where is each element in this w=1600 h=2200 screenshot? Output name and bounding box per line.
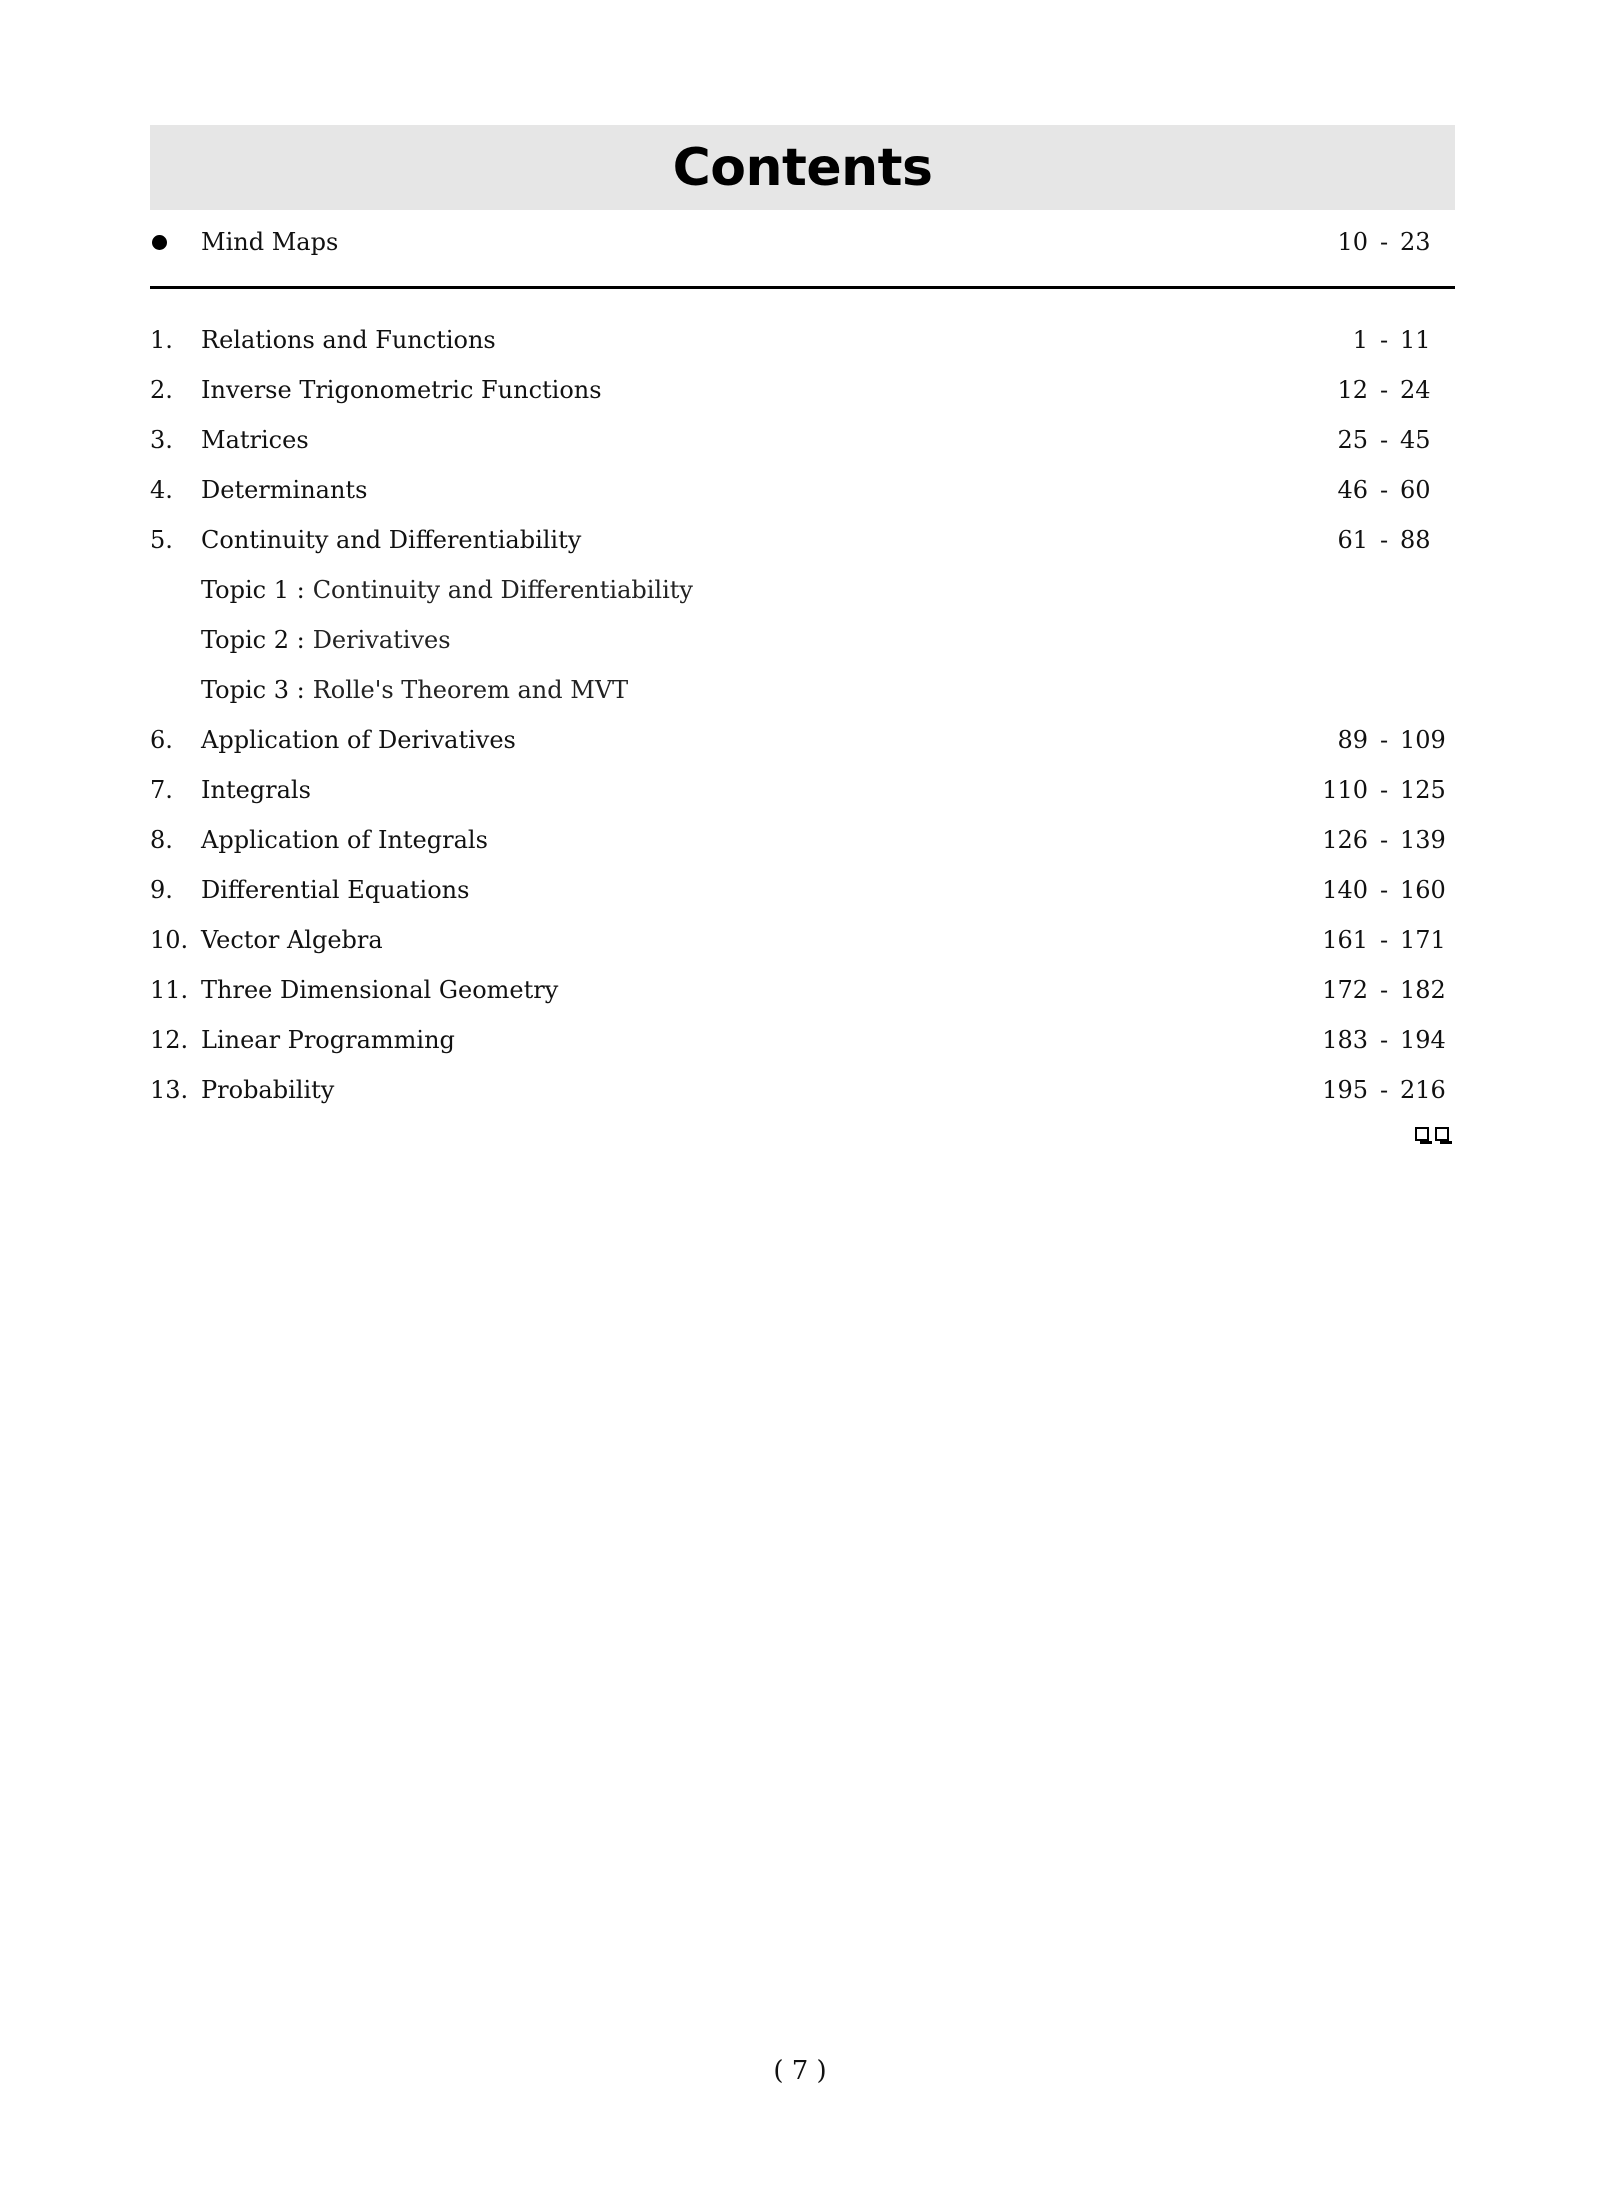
page-range xyxy=(1304,526,1455,554)
page-dash: - xyxy=(1379,1026,1389,1054)
chapter-number: 3. xyxy=(150,426,173,454)
page-start: 1 xyxy=(1352,326,1368,354)
page-range xyxy=(1304,726,1455,754)
page-start: 195 xyxy=(1322,1076,1368,1104)
box-icon xyxy=(1415,1127,1429,1141)
chapter-number: 9. xyxy=(150,876,173,904)
page-start: 12 xyxy=(1337,376,1368,404)
page-end: 45 xyxy=(1400,426,1431,454)
chapter-number: 13. xyxy=(150,1076,189,1104)
chapter-number: 12. xyxy=(150,1026,189,1054)
chapter-row[interactable] xyxy=(150,365,1455,415)
page-start: 140 xyxy=(1322,876,1368,904)
page-dash: - xyxy=(1379,826,1389,854)
chapter-title: Inverse Trigonometric Functions xyxy=(201,376,602,404)
topic-label xyxy=(201,676,628,704)
chapter-title: Determinants xyxy=(201,476,368,504)
page-dash: - xyxy=(1379,376,1389,404)
topic-row[interactable] xyxy=(150,615,1455,665)
page-end: 60 xyxy=(1400,476,1431,504)
page-dash: - xyxy=(1379,526,1389,554)
page-range xyxy=(1304,926,1455,954)
chapter-row[interactable] xyxy=(150,415,1455,465)
page-end: 194 xyxy=(1400,1026,1446,1054)
page-end: 125 xyxy=(1400,776,1446,804)
chapter-number: 1. xyxy=(150,326,173,354)
page-title: Contents xyxy=(672,137,933,198)
topic-prefix: Topic 2 : xyxy=(201,626,305,654)
chapter-row[interactable] xyxy=(150,765,1455,815)
page-end: 24 xyxy=(1400,376,1431,404)
topic-prefix: Topic 1 : xyxy=(201,576,305,604)
topic-title: Derivatives xyxy=(312,626,451,654)
page-end: 23 xyxy=(1400,228,1431,256)
page-end: 160 xyxy=(1400,876,1446,904)
topic-row[interactable] xyxy=(150,565,1455,615)
page-dash: - xyxy=(1379,726,1389,754)
page-start: 10 xyxy=(1337,228,1368,256)
page-end: 171 xyxy=(1400,926,1446,954)
page-range xyxy=(1304,1026,1455,1054)
topic-label xyxy=(201,626,451,654)
topic-prefix: Topic 3 : xyxy=(201,676,305,704)
chapter-number: 10. xyxy=(150,926,189,954)
chapter-title: Integrals xyxy=(201,776,311,804)
chapter-number: 2. xyxy=(150,376,173,404)
page-end: 182 xyxy=(1400,976,1446,1004)
divider xyxy=(150,286,1455,289)
page-range xyxy=(1304,776,1455,804)
chapter-title: Application of Derivatives xyxy=(201,726,516,754)
chapter-title: Vector Algebra xyxy=(201,926,383,954)
page-start: 89 xyxy=(1337,726,1368,754)
page-dash: - xyxy=(1379,876,1389,904)
page-end: 109 xyxy=(1400,726,1446,754)
page-dash: - xyxy=(1379,228,1389,256)
chapter-row[interactable] xyxy=(150,915,1455,965)
page-start: 25 xyxy=(1337,426,1368,454)
page-range xyxy=(1304,426,1455,454)
page-end: 139 xyxy=(1400,826,1446,854)
contents-page xyxy=(150,125,1455,1155)
end-of-list-mark xyxy=(150,1115,1455,1155)
mind-maps-label: Mind Maps xyxy=(201,228,339,256)
page-range xyxy=(1304,326,1455,354)
chapter-row[interactable] xyxy=(150,1065,1455,1115)
page-start: 161 xyxy=(1322,926,1368,954)
chapter-row[interactable] xyxy=(150,715,1455,765)
mind-maps-row[interactable] xyxy=(150,214,1455,270)
chapter-number: 11. xyxy=(150,976,189,1004)
topic-label xyxy=(201,576,693,604)
page-range xyxy=(1304,476,1455,504)
topic-row[interactable] xyxy=(150,665,1455,715)
box-icon xyxy=(1435,1127,1449,1141)
page-range xyxy=(1304,826,1455,854)
chapter-title: Application of Integrals xyxy=(201,826,488,854)
page-number: ( 7 ) xyxy=(773,2056,827,2086)
chapter-title: Differential Equations xyxy=(201,876,470,904)
page-range xyxy=(1304,1076,1455,1104)
chapter-title: Matrices xyxy=(201,426,309,454)
chapter-number: 8. xyxy=(150,826,173,854)
page-range xyxy=(1304,376,1455,404)
chapter-row[interactable] xyxy=(150,465,1455,515)
chapter-title: Probability xyxy=(201,1076,335,1104)
chapter-row[interactable] xyxy=(150,965,1455,1015)
page-dash: - xyxy=(1379,976,1389,1004)
chapter-number: 6. xyxy=(150,726,173,754)
page-start: 110 xyxy=(1322,776,1368,804)
page-start: 46 xyxy=(1337,476,1368,504)
page-start: 172 xyxy=(1322,976,1368,1004)
page-range xyxy=(1304,976,1455,1004)
chapter-row[interactable] xyxy=(150,815,1455,865)
chapter-number: 5. xyxy=(150,526,173,554)
chapter-row[interactable] xyxy=(150,515,1455,565)
page-end: 216 xyxy=(1400,1076,1446,1104)
page-range xyxy=(1304,228,1455,256)
topic-title: Rolle's Theorem and MVT xyxy=(312,676,629,704)
page-dash: - xyxy=(1379,326,1389,354)
page-range xyxy=(1304,876,1455,904)
page-dash: - xyxy=(1379,476,1389,504)
bullet-icon xyxy=(152,235,167,250)
chapter-title: Linear Programming xyxy=(201,1026,455,1054)
chapter-title: Continuity and Differentiability xyxy=(201,526,582,554)
page-start: 126 xyxy=(1322,826,1368,854)
page-start: 61 xyxy=(1337,526,1368,554)
page-dash: - xyxy=(1379,776,1389,804)
chapter-title: Relations and Functions xyxy=(201,326,496,354)
chapter-number: 7. xyxy=(150,776,173,804)
chapter-row[interactable] xyxy=(150,865,1455,915)
chapter-number: 4. xyxy=(150,476,173,504)
title-bar xyxy=(150,125,1455,210)
page-dash: - xyxy=(1379,426,1389,454)
page-dash: - xyxy=(1379,1076,1389,1104)
page-dash: - xyxy=(1379,926,1389,954)
chapter-row[interactable] xyxy=(150,1015,1455,1065)
chapter-row[interactable] xyxy=(150,315,1455,365)
topic-title: Continuity and Differentiability xyxy=(312,576,693,604)
page-end: 11 xyxy=(1400,326,1431,354)
page-start: 183 xyxy=(1322,1026,1368,1054)
page-end: 88 xyxy=(1400,526,1431,554)
chapter-title: Three Dimensional Geometry xyxy=(201,976,559,1004)
